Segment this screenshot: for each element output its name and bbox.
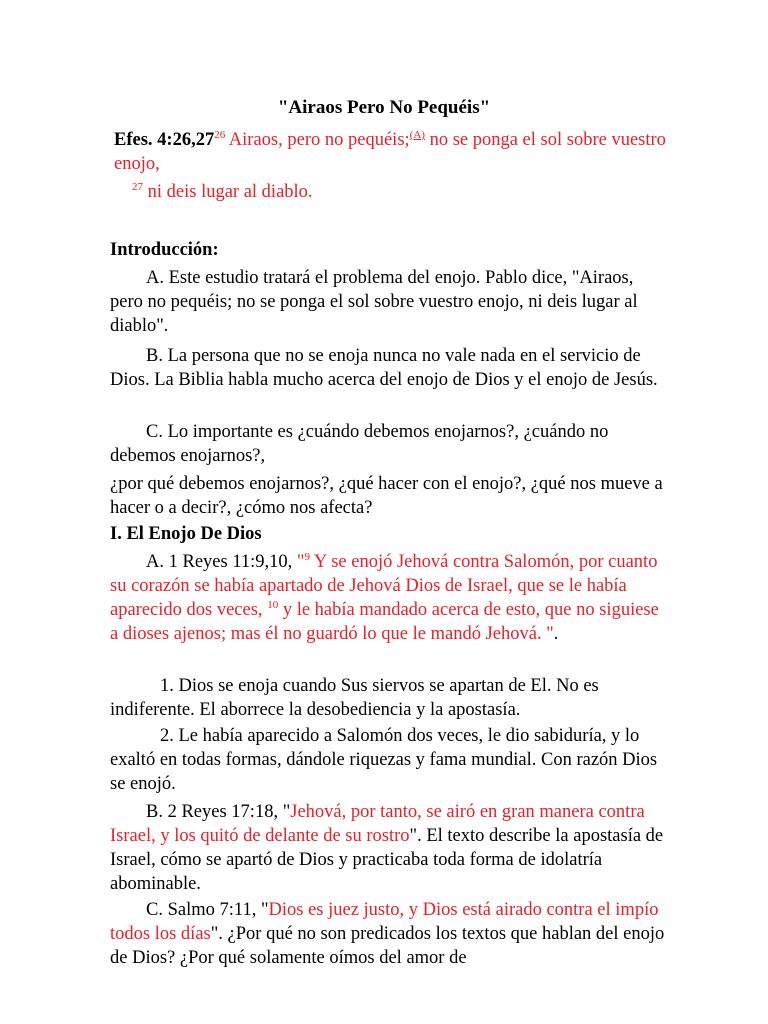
quote-salmo: Dios es juez justo, y Dios está airado contra el impío todos los días xyxy=(110,900,659,944)
section-heading-1: I. El Enojo De Dios xyxy=(110,524,262,544)
section1-paragraph-b xyxy=(110,800,670,896)
section1-point-2: 2. Le había aparecido a Salomón dos veces, le dio sabiduría, y lo exaltó en todas formas, dándole riquezas y fama mundial. Con razón Dios se enojó. xyxy=(110,726,658,794)
quote-open: " xyxy=(296,552,305,572)
verse-text-27: ni deis lugar al diablo. xyxy=(143,182,313,202)
verse-reference: Efes. 4:26,27 xyxy=(114,130,215,150)
intro-heading: Introducción: xyxy=(110,240,219,260)
verse-number-27: 27 xyxy=(132,181,143,193)
verse-text-26: Airaos, pero no pequéis; xyxy=(225,130,410,150)
page-title: "Airaos Pero No Pequéis" xyxy=(277,97,491,118)
verse-text-9: Y se enojó Jehová contra Salomón, por cuanto su corazón se había apartado de Jehová Dios de Israel, que se le había aparecido dos veces, xyxy=(110,552,658,620)
intro-paragraph-b: B. La persona que no se enoja nunca no vale nada en el servicio de Dios. La Biblia habla mucho acerca del enojo de Dios y el enojo de Jesús. xyxy=(110,346,658,390)
verse-number-9: 9 xyxy=(304,551,310,563)
key-verse-27 xyxy=(132,180,692,204)
paragraph-b-rest: ". El texto describe la apostasía de Israel, cómo se apartó de Dios y practicaba toda forma de idolatría abominable. xyxy=(110,826,664,894)
intro-paragraph-c: C. Lo importante es ¿cuándo debemos enojarnos?, ¿cuándo no debemos enojarnos?, xyxy=(110,422,609,466)
key-verse xyxy=(114,128,674,176)
verse-number-10: 10 xyxy=(267,599,279,611)
section1-point-1: 1. Dios se enoja cuando Sus siervos se apartan de El. No es indiferente. El aborrece la desobediencia y la apostasía. xyxy=(110,676,599,720)
section1-paragraph-c xyxy=(110,898,670,970)
verse-number-26: 26 xyxy=(214,129,226,141)
paragraph-c-rest: ". ¿Por qué no son predicados los textos que hablan del enojo de Dios? ¿Por qué solamente oímos del amor de xyxy=(110,924,665,968)
sentence-end: . xyxy=(553,624,559,644)
cross-reference-link[interactable]: (A) xyxy=(409,129,425,141)
quote-2-reyes: Jehová, por tanto, se airó en gran manera contra Israel, y los quitó de delante de su rostro xyxy=(110,802,645,846)
verse-text-10: y le había mandado acerca de esto, que no siguiese a dioses ajenos; mas él no guardó lo que le mandó Jehová. " xyxy=(110,600,659,644)
reference-1-reyes: A. 1 Reyes 11:9,10, xyxy=(146,552,297,572)
intro-paragraph-c-cont: ¿por qué debemos enojarnos?, ¿qué hacer con el enojo?, ¿qué nos mueve a hacer o a decir?, ¿cómo nos afecta? xyxy=(110,474,663,518)
section1-paragraph-a xyxy=(110,550,670,646)
reference-2-reyes: B. 2 Reyes 17:18, " xyxy=(146,802,291,822)
intro-paragraph-a: A. Este estudio tratará el problema del enojo. Pablo dice, "Airaos, pero no pequéis; no se ponga el sol sobre vuestro enojo, ni deis lugar al diablo". xyxy=(110,268,638,336)
reference-salmo: C. Salmo 7:11, " xyxy=(146,900,269,920)
verse-text-26b: no se ponga el sol sobre vuestro enojo, xyxy=(114,130,666,174)
